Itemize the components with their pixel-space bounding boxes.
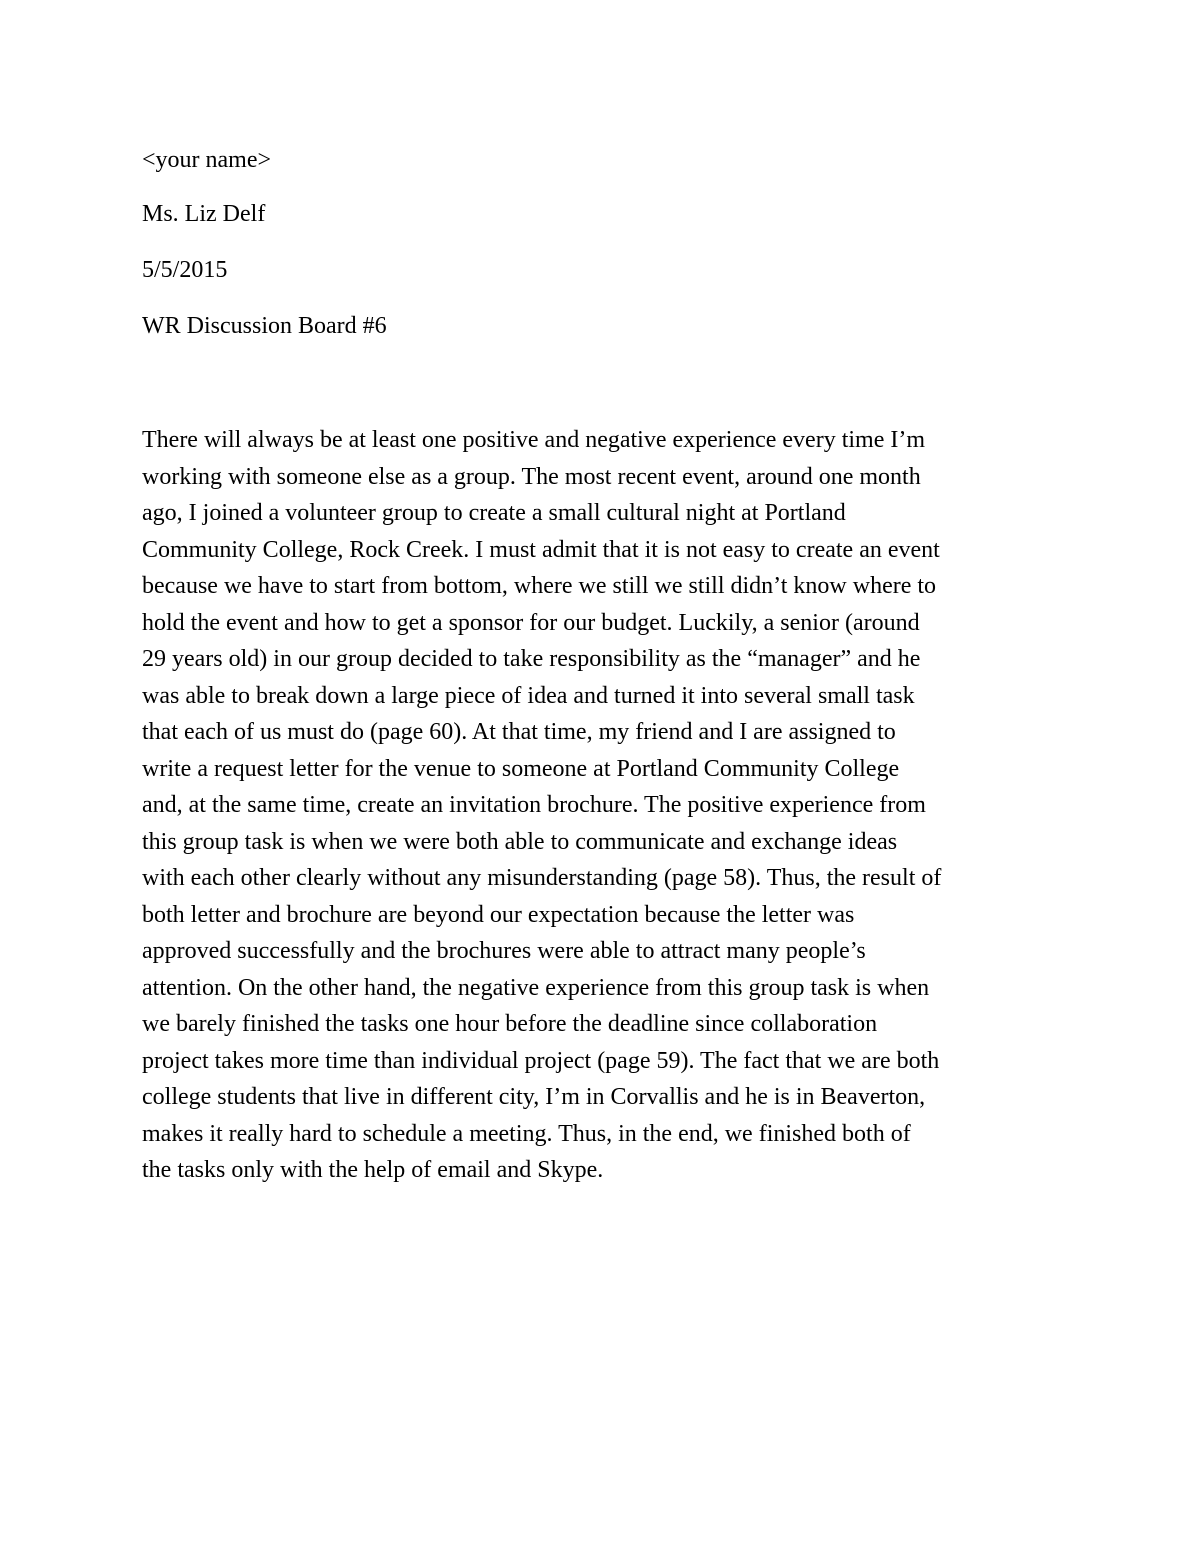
body-line: project takes more time than individual project (page 59). The fact that we are both (142, 1047, 940, 1074)
instructor-name: Ms. Liz Delf (142, 201, 266, 227)
body-line: was able to break down a large piece of idea and turned it into several small task (142, 682, 915, 709)
date: 5/5/2015 (142, 257, 228, 283)
body-line: with each other clearly without any misunderstanding (page 58). Thus, the result of (142, 865, 942, 891)
body-line: There will always be at least one positive and negative experience every time I’m (142, 427, 926, 453)
body-line: write a request letter for the venue to someone at Portland Community College (142, 755, 900, 782)
body-line: the tasks only with the help of email and Skype. (142, 1157, 604, 1183)
body-line: makes it really hard to schedule a meeting. Thus, in the end, we finished both of (142, 1120, 911, 1147)
body-line: we barely finished the tasks one hour before the deadline since collaboration (142, 1011, 878, 1037)
body-line: Community College, Rock Creek. I must admit that it is not easy to create an event (142, 536, 940, 563)
body-line: because we have to start from bottom, where we still we still didn’t know where to (142, 573, 937, 599)
body-paragraph (142, 422, 1072, 1189)
body-line: this group task is when we were both able to communicate and exchange ideas (142, 828, 898, 855)
body-line: ago, I joined a volunteer group to create a small cultural night at Portland (142, 500, 846, 526)
body-line: attention. On the other hand, the negative experience from this group task is when (142, 974, 930, 1001)
body-line: both letter and brochure are beyond our expectation because the letter was (142, 901, 855, 928)
body-line: working with someone else as a group. The most recent event, around one month (142, 463, 921, 490)
body-line: hold the event and how to get a sponsor for our budget. Luckily, a senior (around (142, 609, 920, 636)
body-line: that each of us must do (page 60). At that time, my friend and I are assigned to (142, 719, 896, 745)
body-line: approved successfully and the brochures were able to attract many people’s (142, 938, 866, 964)
body-line: college students that live in different city, I’m in Corvallis and he is in Beaverton, (142, 1084, 926, 1110)
body-line: and, at the same time, create an invitation brochure. The positive experience from (142, 792, 926, 818)
body-line: 29 years old) in our group decided to take responsibility as the “manager” and he (142, 646, 921, 672)
assignment-title: WR Discussion Board #6 (142, 313, 387, 339)
author-name: <your name> (142, 147, 272, 173)
